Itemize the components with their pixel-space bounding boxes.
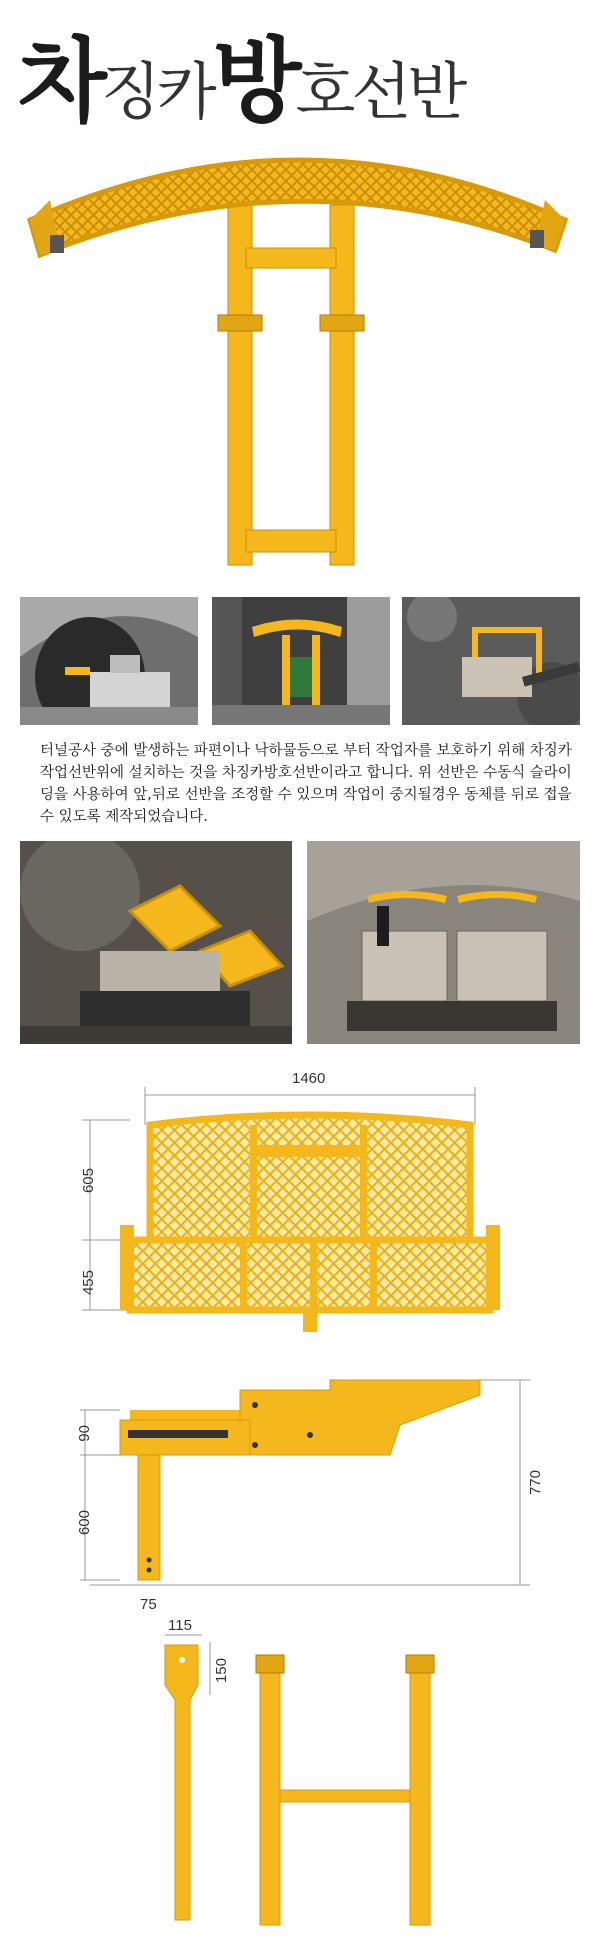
page-title (18, 8, 464, 135)
photo-canopy-on-machine (20, 841, 292, 1044)
title-part-3: 방 (212, 28, 296, 135)
dim-side-post: 600 (76, 1510, 93, 1536)
photo-indoor-display (212, 597, 390, 725)
photo-tunnel-charging-car (20, 597, 198, 725)
title-part-2: 징카 (100, 55, 213, 128)
hero-product-image (20, 140, 580, 580)
dim-front-width: 1460 (292, 1070, 326, 1087)
product-description: 터널공사 중에 발생하는 파편이나 낙하물등으로 부터 작업자를 보호하기 위해 차징카 작업선반위에 설치하는 것을 차징카방호선반이라고 합니다. 위 선반은 수동식 슬라이딩을 사용하여 앞,뒤로 선반을 조정할 수 있으며 작업이 중지될경우 동체를 뒤로 접을 수 있도록 제작되었습니다. (40, 743, 572, 825)
dim-side-post-width: 75 (140, 1596, 157, 1613)
front-view-drawing (60, 1065, 560, 1350)
side-view-drawing (80, 1365, 550, 1605)
leg-assembly-drawing (150, 1630, 450, 1940)
photo-tunnel-work-platform (402, 597, 580, 725)
dim-side-top: 90 (76, 1425, 93, 1442)
photo-workers-on-platform (307, 841, 580, 1044)
dim-front-lower-height: 455 (80, 1270, 97, 1296)
dim-side-total: 770 (527, 1470, 544, 1496)
title-part-1: 차 (18, 28, 101, 135)
title-part-4: 호선반 (295, 55, 464, 128)
dim-front-upper-height: 605 (80, 1168, 97, 1194)
dim-leg-width: 115 (168, 1617, 192, 1634)
dim-leg-height: 150 (213, 1658, 230, 1684)
